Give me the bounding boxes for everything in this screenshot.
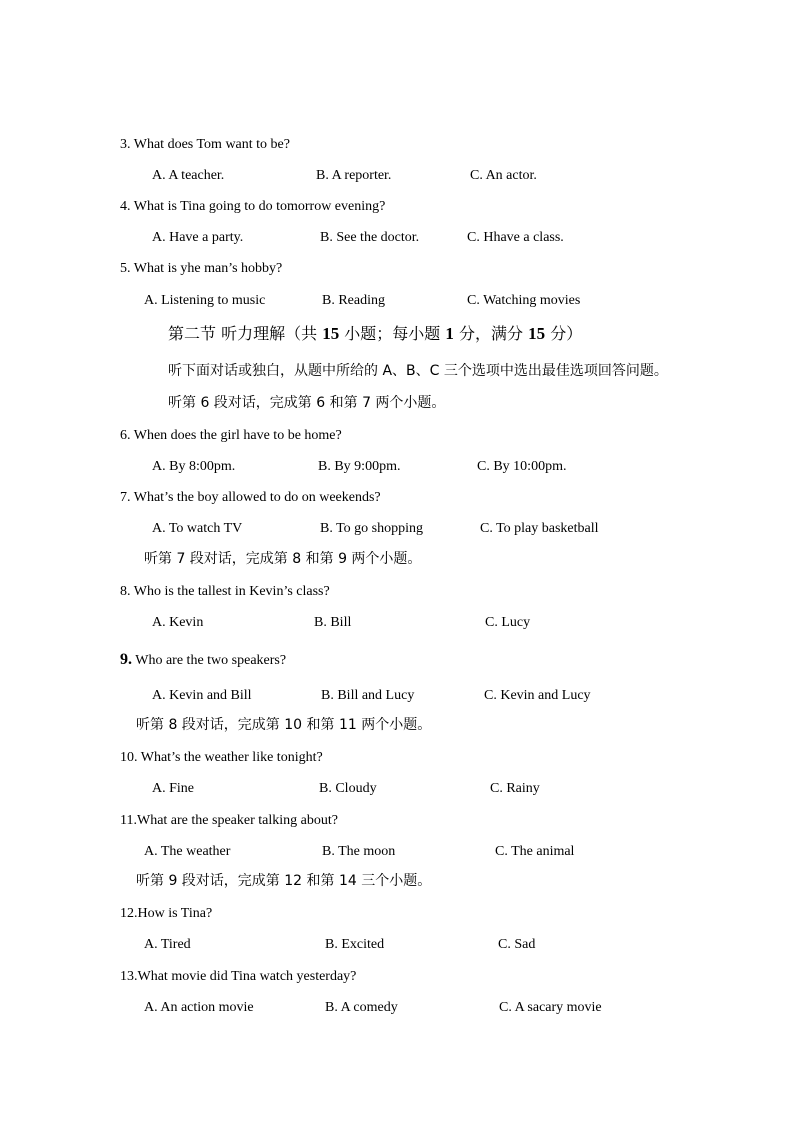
q13-option-a: A. An action movie: [144, 1000, 254, 1015]
q3-option-b: B. A reporter.: [316, 168, 392, 183]
q9-option-a: A. Kevin and Bill: [152, 688, 252, 703]
q8-option-a: A. Kevin: [152, 615, 204, 630]
question-9-number: 9.: [120, 651, 132, 668]
q13-option-b: B. A comedy: [325, 1000, 398, 1015]
q6-option-a: A. By 8:00pm.: [152, 459, 236, 474]
passage-6-instruction: 听第 6 段对话，完成第 6 和第 7 两个小题。: [168, 395, 446, 411]
question-13: 13.What movie did Tina watch yesterday?: [120, 969, 357, 984]
q10-option-b: B. Cloudy: [319, 781, 377, 796]
q8-option-c: C. Lucy: [485, 615, 531, 630]
question-12: 12.How is Tina?: [120, 906, 213, 921]
q11-option-a: A. The weather: [144, 844, 231, 859]
q6-option-b: B. By 9:00pm.: [318, 459, 401, 474]
q7-option-a: A. To watch TV: [152, 521, 243, 536]
question-5: 5. What is yhe man’s hobby?: [120, 261, 283, 276]
q12-option-c: C. Sad: [498, 937, 536, 952]
q4-option-a: A. Have a party.: [152, 230, 244, 245]
q4-option-b: B. See the doctor.: [320, 230, 420, 245]
question-8: 8. Who is the tallest in Kevin’s class?: [120, 584, 330, 599]
question-6: 6. When does the girl have to be home?: [120, 428, 342, 443]
section-instruction: 听下面对话或独白，从题中所给的 A、B、C 三个选项中选出最佳选项回答问题。: [168, 363, 668, 379]
q6-option-c: C. By 10:00pm.: [477, 459, 567, 474]
q12-option-b: B. Excited: [325, 937, 385, 952]
question-3: 3. What does Tom want to be?: [120, 137, 290, 152]
q11-option-b: B. The moon: [322, 844, 396, 859]
q5-option-a: A. Listening to music: [144, 293, 266, 308]
q3-option-a: A. A teacher.: [152, 168, 225, 183]
q9-option-c: C. Kevin and Lucy: [484, 688, 591, 703]
q10-option-a: A. Fine: [152, 781, 194, 796]
passage-8-instruction: 听第 8 段对话，完成第 10 和第 11 两个小题。: [136, 717, 432, 733]
section-title: 第二节 听力理解（共 15 小题；每小题 1 分，满分 15 分）: [168, 324, 583, 343]
passage-7-instruction: 听第 7 段对话，完成第 8 和第 9 两个小题。: [144, 551, 422, 567]
question-9-text: Who are the two speakers?: [135, 653, 287, 668]
q10-option-c: C. Rainy: [490, 781, 540, 796]
q7-option-b: B. To go shopping: [320, 521, 423, 536]
q9-option-b: B. Bill and Lucy: [321, 688, 415, 703]
question-7: 7. What’s the boy allowed to do on weekends?: [120, 490, 381, 505]
q4-option-c: C. Hhave a class.: [467, 230, 564, 245]
q5-option-b: B. Reading: [322, 293, 385, 308]
question-4: 4. What is Tina going to do tomorrow evening?: [120, 199, 386, 214]
q11-option-c: C. The animal: [495, 844, 575, 859]
question-9: [120, 651, 286, 670]
question-11: 11.What are the speaker talking about?: [120, 813, 338, 828]
q5-option-c: C. Watching movies: [467, 293, 581, 308]
question-10: 10. What’s the weather like tonight?: [120, 750, 323, 765]
q3-option-c: C. An actor.: [470, 168, 537, 183]
q13-option-c: C. A sacary movie: [499, 1000, 602, 1015]
q8-option-b: B. Bill: [314, 615, 352, 630]
q12-option-a: A. Tired: [144, 937, 191, 952]
q7-option-c: C. To play basketball: [480, 521, 599, 536]
passage-9-instruction: 听第 9 段对话，完成第 12 和第 14 三个小题。: [136, 873, 432, 889]
